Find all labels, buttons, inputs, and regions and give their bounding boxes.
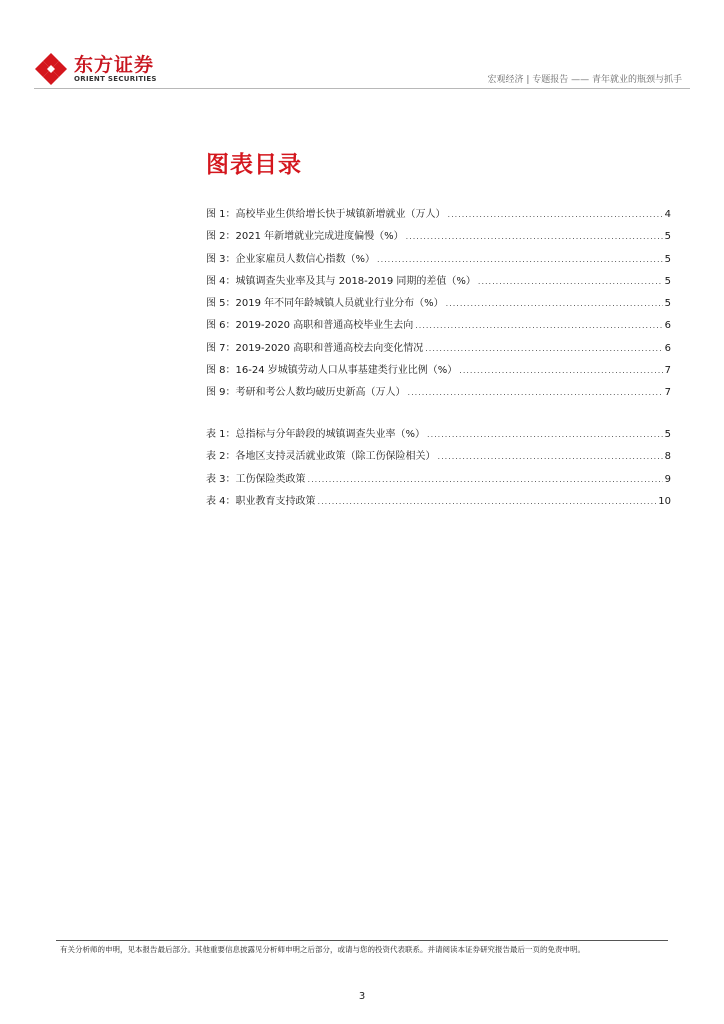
figure-entry-label: 图 4：城镇调查失业率及其与 2018-2019 同期的差值（%） <box>206 275 476 287</box>
leader-dots <box>425 344 662 353</box>
figure-entry-label: 图 5：2019 年不同年龄城镇人员就业行业分布（%） <box>206 298 444 310</box>
table-entry[interactable] <box>206 447 671 469</box>
figure-entry-page: 4 <box>664 209 671 220</box>
figure-entry-page: 5 <box>664 298 671 310</box>
leader-dots <box>478 277 663 286</box>
figure-entry-page: 5 <box>664 275 671 287</box>
table-entry-page: 5 <box>664 429 671 440</box>
figure-entry[interactable] <box>206 383 671 405</box>
leader-dots <box>448 210 663 219</box>
leader-dots <box>406 232 663 241</box>
figure-entry[interactable] <box>206 250 671 272</box>
company-logo <box>34 52 157 86</box>
table-entry[interactable] <box>206 492 671 514</box>
table-list <box>206 425 671 514</box>
leader-dots <box>438 452 663 461</box>
figure-entry-page: 5 <box>664 231 671 243</box>
figure-entry-page: 7 <box>664 387 671 399</box>
toc-title: 图表目录 <box>206 152 302 178</box>
table-entry-page: 8 <box>664 451 671 463</box>
leader-dots <box>427 430 663 439</box>
figure-entry-label: 图 9：考研和考公人数均破历史新高（万人） <box>206 387 406 399</box>
figure-entry[interactable] <box>206 361 671 383</box>
orient-logo-icon <box>34 52 68 86</box>
figure-entry[interactable] <box>206 294 671 316</box>
figure-entry-label: 图 2：2021 年新增就业完成进度偏慢（%） <box>206 231 404 243</box>
figure-entry[interactable] <box>206 316 671 338</box>
table-entry-label: 表 4：职业教育支持政策 <box>206 495 316 507</box>
figure-entry[interactable] <box>206 227 671 249</box>
leader-dots <box>459 366 662 375</box>
page-number: 3 <box>358 991 366 1002</box>
table-entry[interactable] <box>206 470 671 492</box>
table-entry-page: 9 <box>664 473 671 485</box>
figure-entry[interactable] <box>206 339 671 361</box>
leader-dots <box>318 497 657 506</box>
leader-dots <box>308 475 663 484</box>
figure-entry[interactable] <box>206 205 671 227</box>
leader-dots <box>377 255 663 264</box>
figure-entry-page: 6 <box>664 320 671 332</box>
disclaimer-text: 有关分析师的申明，见本报告最后部分。其他重要信息披露见分析师申明之后部分，或请与您的投资代表联系。并请阅读本证券研究报告最后一页的免责申明。 <box>60 945 585 954</box>
figure-entry-page: 5 <box>664 253 671 265</box>
leader-dots <box>415 321 662 330</box>
figure-entry-label: 图 3：企业家雇员人数信心指数（%） <box>206 253 376 265</box>
table-entry-label: 表 1：总指标与分年龄段的城镇调查失业率（%） <box>206 429 426 440</box>
report-breadcrumb: 宏观经济 | 专题报告 —— 青年就业的瓶颈与抓手 <box>487 75 682 85</box>
table-entry-label: 表 2：各地区支持灵活就业政策（除工伤保险相关） <box>206 451 436 463</box>
table-entry[interactable] <box>206 425 671 447</box>
footer-divider <box>56 940 668 941</box>
figure-entry-page: 7 <box>664 365 671 377</box>
table-entry-label: 表 3：工伤保险类政策 <box>206 473 306 485</box>
leader-dots <box>408 388 663 397</box>
figure-entry[interactable] <box>206 272 671 294</box>
figure-entry-label: 图 8：16-24 岁城镇劳动人口从事基建类行业比例（%） <box>206 365 458 377</box>
figure-entry-label: 图 7：2019-2020 高职和普通高校去向变化情况 <box>206 342 424 354</box>
figure-list <box>206 205 671 406</box>
figure-entry-label: 图 6：2019-2020 高职和普通高校毕业生去向 <box>206 320 414 332</box>
figure-entry-page: 6 <box>664 342 671 354</box>
logo-chinese-name: 东方证券 <box>74 53 155 76</box>
header-divider <box>34 88 690 89</box>
table-entry-page: 10 <box>658 495 671 507</box>
leader-dots <box>446 299 663 308</box>
logo-english-name: ORIENT SECURITIES <box>74 74 157 83</box>
figure-entry-label: 图 1：高校毕业生供给增长快于城镇新增就业（万人） <box>206 209 446 220</box>
